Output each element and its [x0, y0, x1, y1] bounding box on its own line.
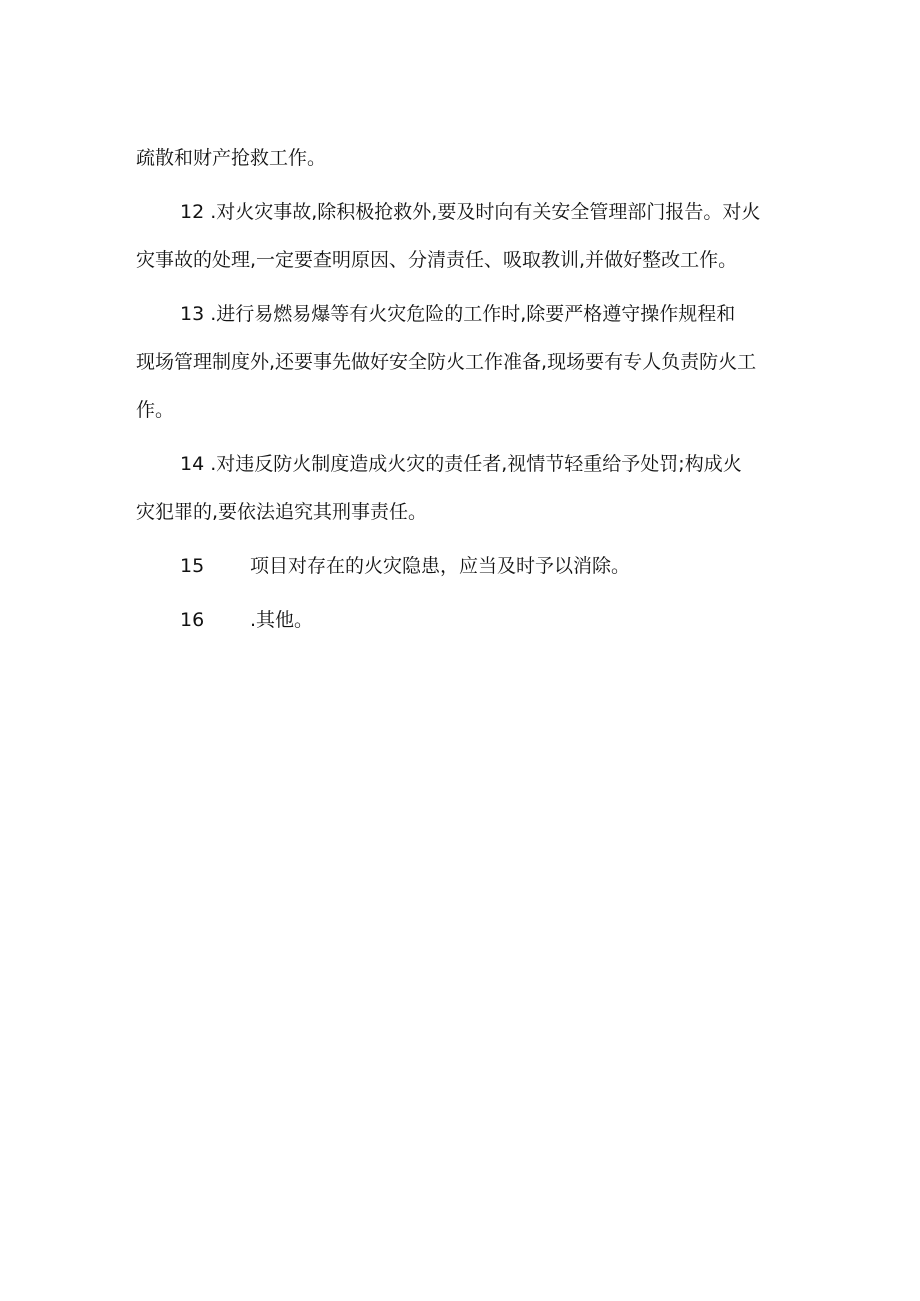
paragraph-item-14-line-2: 灾犯罪的,要依法追究其刑事责任。: [136, 501, 428, 523]
item-number: 14: [180, 453, 205, 475]
item-number: 15: [180, 555, 205, 577]
paragraph-item-13-line-3: 作。: [136, 399, 175, 421]
item-number: 16: [180, 609, 205, 631]
paragraph-item-14-line-1: 14 .对违反防火制度造成火灾的责任者,视情节轻重给予处罚;构成火: [136, 440, 796, 488]
paragraph-continued-line-1: 疏散和财产抢救工作。: [136, 147, 327, 169]
paragraph-item-13-line-2: 现场管理制度外,还要事先做好安全防火工作准备,现场要有专人负责防火工: [136, 351, 757, 373]
paragraph-item-15-line-1: 15 项目对存在的火灾隐患，应当及时予以消除。: [136, 542, 796, 590]
document-body: [136, 134, 796, 644]
paragraph-item-12-line-2: 灾事故的处理,一定要查明原因、分清责任、吸取教训,并做好整改工作。: [136, 249, 738, 271]
item-number: 13: [180, 303, 205, 325]
paragraph-item-12-line-1: 12 .对火灾事故,除积极抢救外,要及时向有关安全管理部门报告。对火: [136, 188, 796, 236]
paragraph-item-16-line-1: 16 .其他。: [136, 596, 796, 644]
paragraph-item-13-line-1: 13 .进行易燃易爆等有火灾危险的工作时,除要严格遵守操作规程和: [136, 290, 796, 338]
item-number: 12: [180, 201, 205, 223]
